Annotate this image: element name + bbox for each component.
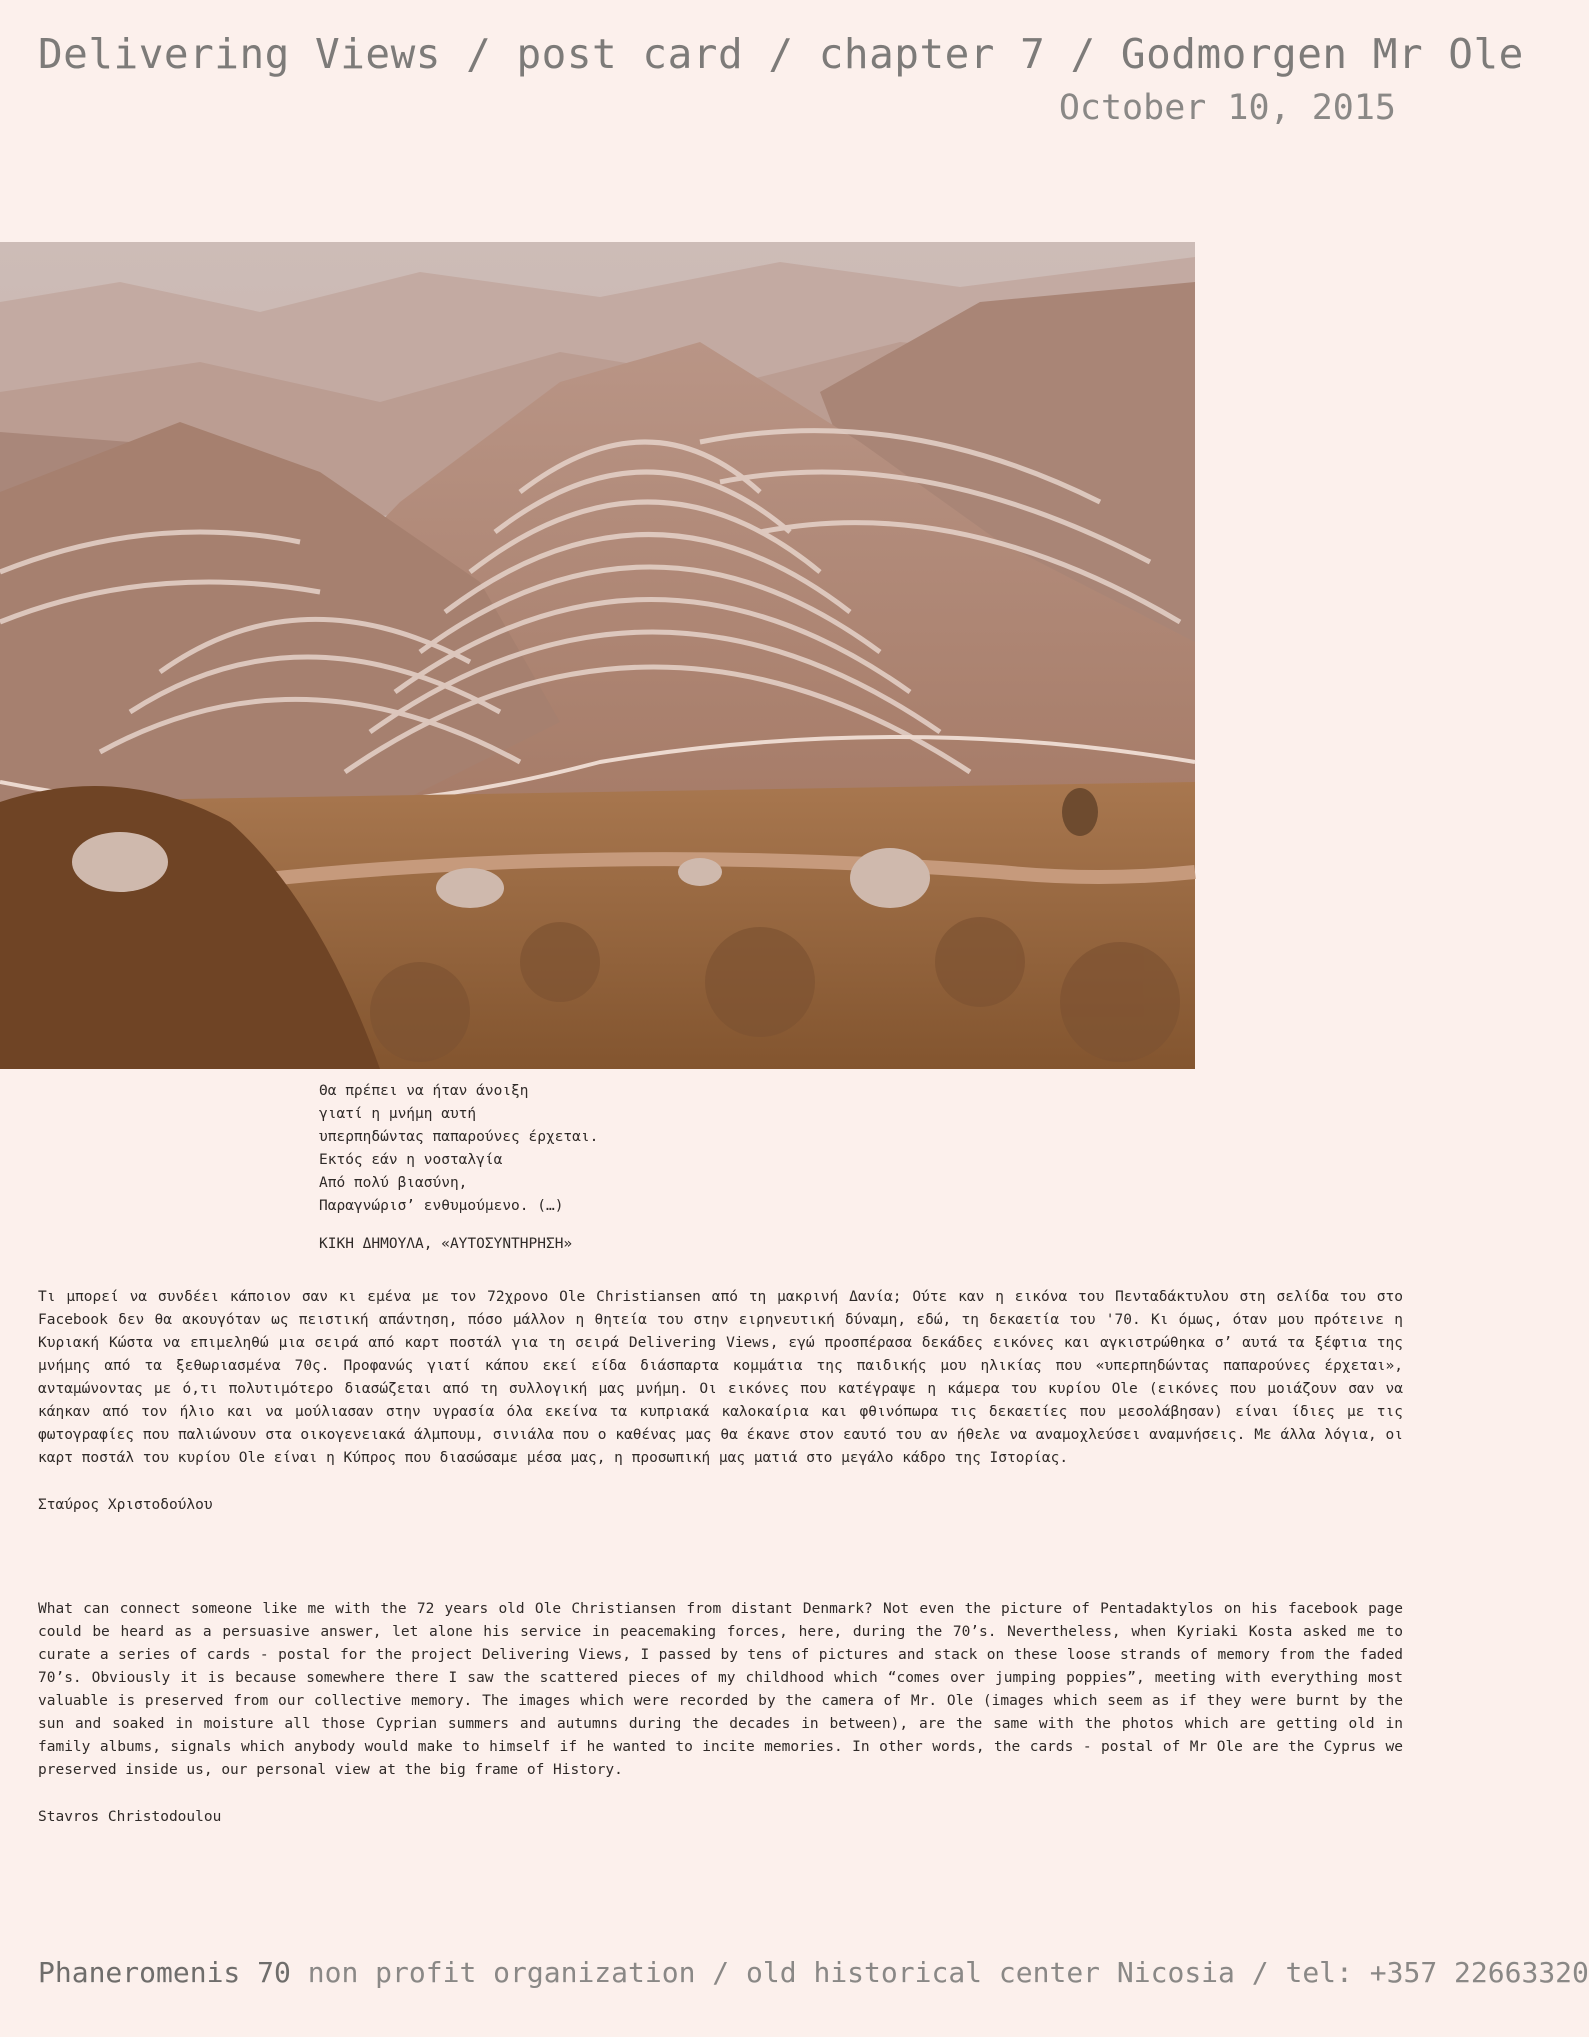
poem-line: Από πολύ βιασύνη, [319, 1175, 468, 1191]
publication-date: October 10, 2015 [1058, 88, 1396, 128]
footer-details: non profit organization / old historical center Nicosia / tel: +357 22663320 [290, 1956, 1589, 1989]
poem-line: Εκτός εάν η νοσταλγία [319, 1152, 503, 1168]
page-title: Delivering Views / post card / chapter 7 / Godmorgen Mr Ole [38, 30, 1524, 78]
poem-line: Παραγνώρισ’ ενθυμούμενο. (…) [319, 1198, 564, 1214]
english-signature: Stavros Christodoulou [38, 1809, 222, 1825]
footer-org: Phaneromenis 70 [38, 1956, 291, 1989]
poem-excerpt [319, 1080, 1019, 1256]
poem-line: γιατί η μνήμη αυτή [319, 1106, 477, 1122]
greek-signature: Σταύρος Χριστοδούλου [38, 1497, 213, 1513]
english-paragraph: What can connect someone like me with the 72 years old Ole Christiansen from distant Denmark? Not even the picture of Pentadaktylos on his facebook page could be heard as a persuasive answer, let alone his service in peacemaking forces, here, during the 70’s. Nevertheless, when Kyriaki Kosta asked me to curate a series of cards - postal for the project Delivering Views, I passed by tens of pictures and stack on these loose strands of memory from the faded 70’s. Obviously it is because somewhere there I saw the scattered pieces of my childhood which “comes over jumping poppies”, meeting with everything most valuable is preserved from our collective memory. The images which were recorded by the camera of Mr. Ole (images which seem as if they were burnt by the sun and soaked in moisture all those Cyprian summers and autumns during the decades in between), are the same with the photos which are getting old in family albums, signals which anybody would make to himself if he wanted to incite memories. In other words, the cards - postal of Mr Ole are the Cyprus we preserved inside us, our personal view at the big frame of History. [38, 1601, 1403, 1778]
landscape-illustration [0, 242, 1195, 1069]
footer [38, 1956, 1589, 1989]
poem-line: Θα πρέπει να ήταν άνοιξη [319, 1083, 529, 1099]
terraced-hills-photo [0, 242, 1195, 1069]
greek-paragraph: Τι μπορεί να συνδέει κάποιον σαν κι εμένα με τον 72χρονο Ole Christiansen από τη μακρινή Δανία; Ούτε καν η εικόνα του Πενταδάκτυλου στη σελίδα του στο Facebook δεν θα ακουγόταν ως πειστική απάντηση, πόσο μάλλον η θητεία του στην ειρηνευτική δύναμη, εδώ, τη δεκαετία του '70. Κι όμως, όταν μου πρότεινε η Κυριακή Κώστα να επιμεληθώ μια σειρά από καρτ ποστάλ για τη σειρά Delivering Views, εγώ προσπέρασα δεκάδες εικόνες και αγκιστρώθηκα σ’ αυτά τα ξέφτια της μνήμης από τα ξεθωριασμένα 70ς. Προφανώς γιατί κάπου εκεί είδα διάσπαρτα κομμάτια της παιδικής μου ηλικίας που «υπερπηδώντας παπαρούνες έρχεται», ανταμώνοντας με ό,τι πολυτιμότερο διασώζεται από τη συλλογική μας μνήμη. Οι εικόνες που κατέγραψε η κάμερα του κυρίου Ole (εικόνες που μοιάζουν σαν να κάηκαν από τον ήλιο και να μούλιασαν στην υγρασία όλα εκείνα τα κυπριακά καλοκαίρια και φθινόπωρα τις δεκαετίες που μεσολάβησαν) είναι ίδιες με τις φωτογραφίες που παλιώνουν στα οικογενειακά άλμπουμ, σινιάλα που ο καθένας μας θα έκανε στον εαυτό του αν ήθελε να αναμοχλεύσει αναμνήσεις. Με άλλα λόγια, οι καρτ ποστάλ του κυρίου Ole είναι η Κύπρος που διασώσαμε μέσα μας, η προσωπική μας ματιά στο μεγάλο κάδρο της Ιστορίας. [38, 1289, 1403, 1466]
poem-credit: ΚΙΚΗ ΔΗΜΟΥΛΑ, «ΑΥΤΟΣΥΝΤΗΡΗΣΗ» [319, 1236, 573, 1252]
poem-line: υπερπηδώντας παπαρούνες έρχεται. [319, 1129, 599, 1145]
